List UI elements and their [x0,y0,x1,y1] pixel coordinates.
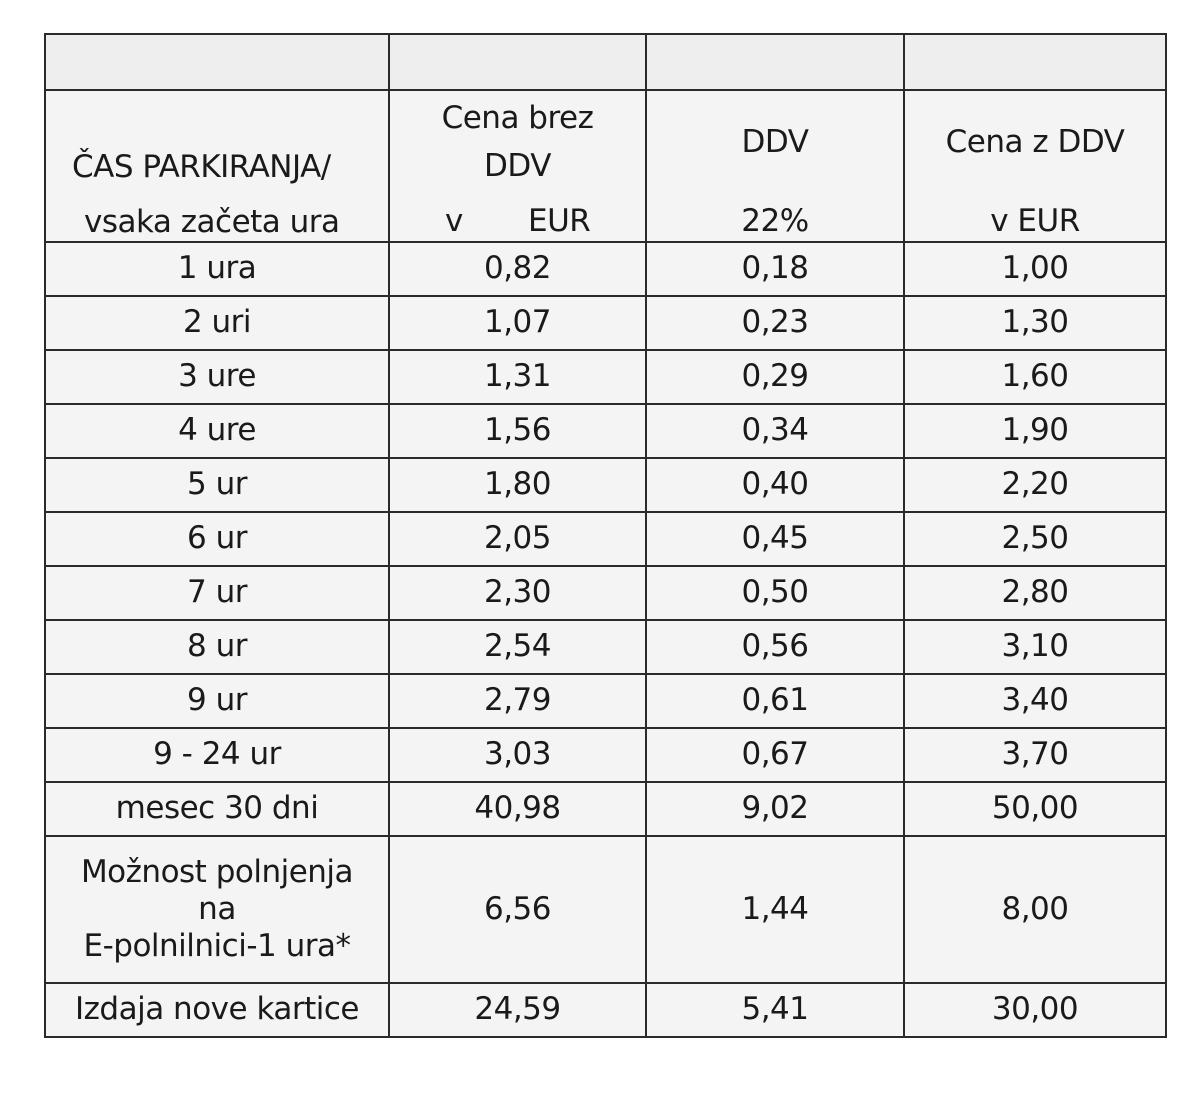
net-price-cell: 2,05 [389,512,646,566]
header-net-line1: Cena brez [441,100,594,136]
vat-cell: 9,02 [646,782,904,836]
vat-cell: 1,44 [646,836,904,983]
table-row [45,728,1166,782]
empty-top-row [45,34,1166,90]
vat-cell: 0,61 [646,674,904,728]
header-net-line2: DDV [484,148,551,184]
net-price-cell: 1,80 [389,458,646,512]
table-row [45,404,1166,458]
gross-price-cell: 1,90 [904,404,1166,458]
time-cell: Izdaja nove kartice [45,983,389,1037]
gross-price-cell: 8,00 [904,836,1166,983]
table-row [45,350,1166,404]
net-price-cell: 0,82 [389,242,646,296]
vat-cell: 0,29 [646,350,904,404]
gross-price-cell: 3,10 [904,620,1166,674]
time-cell: 9 ur [45,674,389,728]
vat-cell: 0,67 [646,728,904,782]
header-row [45,90,1166,242]
gross-price-cell: 2,80 [904,566,1166,620]
header-vat [646,90,904,242]
vat-cell: 0,56 [646,620,904,674]
header-vat-line1: DDV [741,124,809,160]
header-gross-line2: v EUR [990,203,1080,239]
time-cell: 4 ure [45,404,389,458]
charging-time-cell [45,836,389,983]
time-cell: 3 ure [45,350,389,404]
table-row [45,620,1166,674]
table-row [45,458,1166,512]
card-row [45,983,1166,1037]
gross-price-cell: 3,70 [904,728,1166,782]
vat-cell: 0,50 [646,566,904,620]
net-price-cell: 1,07 [389,296,646,350]
charging-label-line1: Možnost polnjenja [80,853,354,890]
table-row [45,296,1166,350]
net-price-cell: 3,03 [389,728,646,782]
charging-label-line2: na [198,890,236,927]
header-net-price [389,90,646,242]
header-gross-line1: Cena z DDV [945,124,1125,160]
gross-price-cell: 1,60 [904,350,1166,404]
header-time-line2: vsaka začeta ura [84,204,340,240]
gross-price-cell: 50,00 [904,782,1166,836]
net-price-cell: 2,79 [389,674,646,728]
header-vat-line2: 22% [741,203,809,239]
empty-cell [389,34,646,90]
vat-cell: 0,40 [646,458,904,512]
net-price-cell: 40,98 [389,782,646,836]
table-row [45,566,1166,620]
vat-cell: 0,18 [646,242,904,296]
time-cell: mesec 30 dni [45,782,389,836]
header-time [45,90,389,242]
gross-price-cell: 1,00 [904,242,1166,296]
time-cell: 7 ur [45,566,389,620]
time-cell: 9 - 24 ur [45,728,389,782]
net-price-cell: 1,31 [389,350,646,404]
gross-price-cell: 30,00 [904,983,1166,1037]
table-row [45,782,1166,836]
header-gross-price [904,90,1166,242]
header-net-unit-eur: EUR [528,203,591,239]
net-price-cell: 2,54 [389,620,646,674]
time-cell: 5 ur [45,458,389,512]
empty-cell [646,34,904,90]
net-price-cell: 6,56 [389,836,646,983]
header-time-line1: ČAS PARKIRANJA/ [72,149,331,185]
time-cell: 2 uri [45,296,389,350]
vat-cell: 0,23 [646,296,904,350]
empty-cell [904,34,1166,90]
gross-price-cell: 2,50 [904,512,1166,566]
gross-price-cell: 3,40 [904,674,1166,728]
charging-label-line3: E-polnilnici-1 ura* [83,928,351,965]
net-price-cell: 1,56 [389,404,646,458]
table-row [45,512,1166,566]
gross-price-cell: 2,20 [904,458,1166,512]
charging-row [45,836,1166,983]
time-cell: 8 ur [45,620,389,674]
vat-cell: 0,45 [646,512,904,566]
parking-price-table [44,33,1167,1038]
net-price-cell: 24,59 [389,983,646,1037]
table-row [45,242,1166,296]
net-price-cell: 2,30 [389,566,646,620]
vat-cell: 5,41 [646,983,904,1037]
empty-cell [45,34,389,90]
vat-cell: 0,34 [646,404,904,458]
table-row [45,674,1166,728]
time-cell: 1 ura [45,242,389,296]
header-net-unit-v: v [445,203,463,239]
gross-price-cell: 1,30 [904,296,1166,350]
time-cell: 6 ur [45,512,389,566]
